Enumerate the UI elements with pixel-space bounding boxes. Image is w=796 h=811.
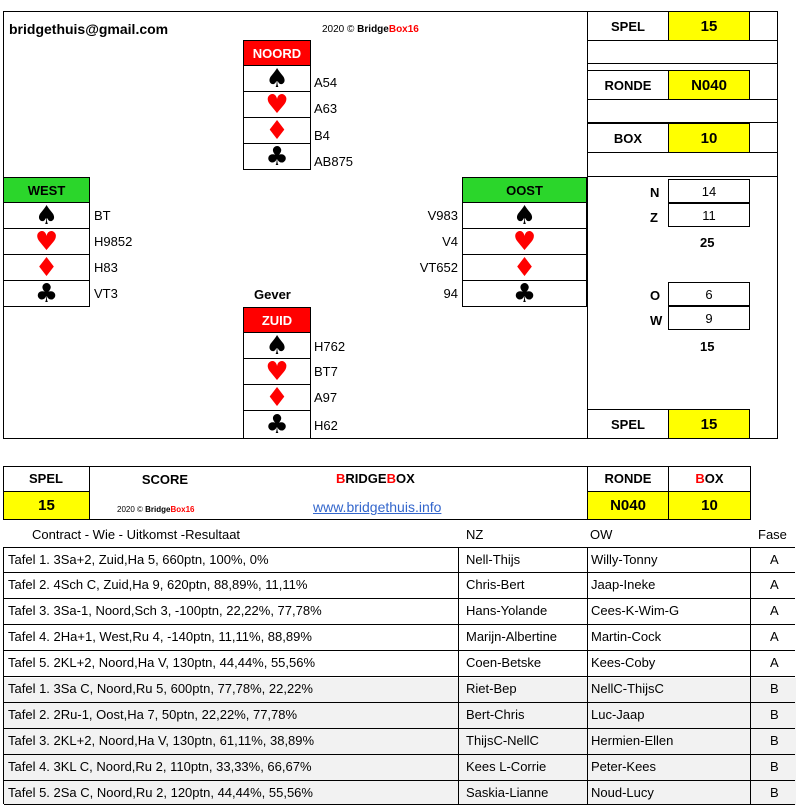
- table-row: [4, 548, 796, 572]
- score-spel-label: SPEL: [3, 466, 90, 492]
- row-contract: Tafel 2. 4Sch C, Zuid,Ha 9, 620ptn, 88,89%, 11,11%: [8, 577, 308, 592]
- row-fase: B: [770, 785, 779, 800]
- south-spades: H762: [314, 339, 346, 354]
- col-ow-header: OW: [590, 527, 613, 542]
- table-row: [4, 651, 796, 675]
- row-contract: Tafel 1. 3Sa C, Noord,Ru 5, 600ptn, 77,78%, 22,22%: [8, 681, 313, 696]
- row-divider: [4, 598, 795, 599]
- row-contract: Tafel 4. 2Ha+1, West,Ru 4, -140ptn, 11,11%, 88,89%: [8, 629, 312, 644]
- south-spade-cell: [243, 330, 311, 361]
- spel-bottom-value: 15: [668, 409, 750, 439]
- east-club-cell: [462, 278, 587, 309]
- east-spades: V983: [427, 208, 458, 223]
- brand-box: Box: [388, 24, 408, 35]
- heart-icon: ♥: [265, 89, 289, 120]
- south-holding-box: [310, 333, 311, 439]
- row-contract: Tafel 4. 3KL C, Noord,Ru 2, 110ptn, 33,33%, 66,67%: [8, 759, 312, 774]
- row-divider: [4, 702, 795, 703]
- box-value: 10: [668, 123, 750, 153]
- spel-label: SPEL: [587, 11, 669, 41]
- copyright-prefix: 2020 ©: [322, 24, 358, 35]
- east-heart-cell: [462, 226, 587, 257]
- west-diamonds: H83: [94, 260, 118, 275]
- row-ow: Jaap-Ineke: [591, 577, 656, 592]
- row-divider: [4, 572, 795, 573]
- row-nz: Bert-Chris: [466, 707, 525, 722]
- row-divider: [4, 676, 795, 677]
- z-label: Z: [650, 210, 658, 225]
- row-contract: Tafel 1. 3Sa+2, Zuid,Ha 5, 660ptn, 100%, 0%: [8, 552, 269, 567]
- brand-b: B: [336, 471, 346, 486]
- nz-total: 25: [700, 235, 715, 250]
- n-label: N: [650, 185, 660, 200]
- score-copyright-box: Box: [170, 505, 186, 514]
- spel-value: 15: [668, 11, 750, 41]
- south-diamonds: A97: [314, 390, 338, 405]
- score-copyright-bridge: Bridge: [145, 505, 171, 514]
- col-contract-header: Contract - Wie - Uitkomst -Resultaat: [32, 527, 241, 542]
- score-copyright: [117, 505, 195, 514]
- row-ow: NellC-ThijsC: [591, 681, 664, 696]
- row-ow: Peter-Kees: [591, 759, 657, 774]
- east-diamonds: VT652: [419, 260, 458, 275]
- row-divider: [4, 754, 795, 755]
- seat-north: NOORD: [243, 40, 311, 66]
- score-spel-value: 15: [4, 492, 90, 519]
- w-value: [668, 306, 750, 330]
- spel-spacer: [587, 40, 778, 64]
- seat-south: ZUID: [243, 307, 311, 333]
- south-diamond-cell: [243, 382, 311, 413]
- score-brand: [336, 471, 415, 486]
- table-row: [4, 625, 796, 649]
- row-nz: ThijsC-NellC: [466, 733, 539, 748]
- row-fase: A: [770, 577, 779, 592]
- diamond-icon: ♦: [265, 115, 289, 146]
- col-fase-header: Fase: [758, 527, 787, 542]
- row-fase: A: [770, 603, 779, 618]
- row-divider: [4, 728, 795, 729]
- brand-b2: B: [386, 471, 396, 486]
- email-label: bridgethuis@gmail.com: [9, 21, 169, 37]
- seat-west: WEST: [3, 177, 90, 203]
- ow-total: 15: [700, 339, 715, 354]
- diamond-icon: ♦: [265, 382, 289, 413]
- row-nz: Marijn-Albertine: [466, 629, 558, 644]
- table-row: [4, 755, 796, 779]
- brand-num: 16: [407, 24, 419, 35]
- row-contract: Tafel 2. 2Ru-1, Oost,Ha 7, 50ptn, 22,22%, 77,78%: [8, 707, 298, 722]
- north-clubs: AB875: [314, 154, 354, 169]
- east-spade-cell: [462, 200, 587, 231]
- row-nz: Riet-Bep: [466, 681, 517, 696]
- spade-icon: ♠: [34, 200, 59, 231]
- row-fase: B: [770, 681, 779, 696]
- spade-icon: ♠: [265, 63, 289, 94]
- west-hearts: H9852: [94, 234, 133, 249]
- row-contract: Tafel 3. 2KL+2, Noord,Ha V, 130ptn, 61,11%, 38,89%: [8, 733, 315, 748]
- score-ronde-label: RONDE: [587, 466, 669, 492]
- row-divider: [4, 780, 795, 781]
- club-icon: ♣: [265, 141, 289, 172]
- north-diamonds: B4: [314, 128, 330, 143]
- north-spade-cell: [243, 63, 311, 94]
- diamond-icon: ♦: [34, 252, 59, 283]
- row-fase: B: [770, 733, 779, 748]
- box-label: BOX: [587, 123, 669, 153]
- row-nz: Kees L-Corrie: [466, 759, 547, 774]
- box-ox: OX: [704, 471, 724, 486]
- score-score-label: SCORE: [141, 471, 189, 487]
- row-nz: Chris-Bert: [466, 577, 525, 592]
- table-row: [4, 729, 796, 753]
- n-value: [668, 179, 750, 203]
- row-nz: Hans-Yolande: [466, 603, 548, 618]
- z-value: [668, 203, 750, 227]
- south-hearts: BT7: [314, 364, 338, 379]
- seat-east: OOST: [462, 177, 587, 203]
- row-ow: Hermien-Ellen: [591, 733, 674, 748]
- row-ow: Cees-K-Wim-G: [591, 603, 680, 618]
- north-club-cell: [243, 141, 311, 172]
- w-label: W: [650, 313, 663, 328]
- north-spades: A54: [314, 75, 338, 90]
- brand-ox: OX: [395, 471, 415, 486]
- row-ow: Kees-Coby: [591, 655, 656, 670]
- spade-icon: ♠: [512, 200, 537, 231]
- row-ow: Noud-Lucy: [591, 785, 654, 800]
- row-fase: B: [770, 707, 779, 722]
- box-b: B: [695, 471, 705, 486]
- o-value-text: 6: [705, 286, 713, 302]
- ronde-label: RONDE: [587, 70, 669, 100]
- score-copyright-num: 16: [185, 505, 195, 514]
- row-ow: Luc-Jaap: [591, 707, 645, 722]
- row-contract: Tafel 5. 2Sa C, Noord,Ru 2, 120ptn, 44,44%, 55,56%: [8, 785, 313, 800]
- w-value-text: 9: [705, 310, 713, 326]
- north-hearts: A63: [314, 101, 338, 116]
- row-divider: [4, 804, 795, 805]
- heart-icon: ♥: [34, 226, 59, 257]
- row-contract: Tafel 3. 3Sa-1, Noord,Sch 3, -100ptn, 22,22%, 77,78%: [8, 603, 322, 618]
- o-label: O: [650, 288, 661, 303]
- west-spade-cell: [3, 200, 90, 231]
- table-row: [4, 573, 796, 597]
- row-fase: A: [770, 552, 779, 567]
- score-table-body: [3, 547, 795, 804]
- spade-icon: ♠: [265, 330, 289, 361]
- south-heart-cell: [243, 356, 311, 387]
- row-nz: Coen-Betske: [466, 655, 542, 670]
- row-ow: Martin-Cock: [591, 629, 662, 644]
- col-nz-header: NZ: [466, 527, 484, 542]
- ronde-spacer: [587, 99, 778, 123]
- copyright-label: [322, 24, 419, 35]
- row-nz: Nell-Thijs: [466, 552, 521, 567]
- row-ow: Willy-Tonny: [591, 552, 658, 567]
- row-fase: A: [770, 629, 779, 644]
- row-divider: [4, 650, 795, 651]
- diamond-icon: ♦: [512, 252, 537, 283]
- east-hearts: V4: [442, 234, 458, 249]
- row-fase: B: [770, 759, 779, 774]
- west-club-cell: [3, 278, 90, 309]
- o-value: [668, 282, 750, 306]
- north-holding-box: [310, 66, 311, 170]
- box-spacer: [587, 152, 778, 177]
- score-box-value: 10: [669, 492, 750, 519]
- table-row: [4, 703, 796, 727]
- east-clubs: 94: [443, 286, 458, 301]
- east-diamond-cell: [462, 252, 587, 283]
- club-icon: ♣: [265, 409, 289, 440]
- score-ronde-value: N040: [587, 492, 669, 519]
- west-heart-cell: [3, 226, 90, 257]
- website-link[interactable]: www.bridgethuis.info: [313, 499, 442, 515]
- table-row: [4, 677, 796, 701]
- score-box-label: [668, 466, 751, 492]
- west-diamond-cell: [3, 252, 90, 283]
- n-value-text: 14: [701, 183, 717, 199]
- south-clubs: H62: [314, 418, 338, 433]
- heart-icon: ♥: [265, 356, 289, 387]
- west-spades: BT: [94, 208, 111, 223]
- score-copyright-prefix: 2020 ©: [117, 505, 146, 514]
- heart-icon: ♥: [512, 226, 537, 257]
- row-nz: Saskia-Lianne: [466, 785, 549, 800]
- north-heart-cell: [243, 89, 311, 120]
- club-icon: ♣: [34, 278, 59, 309]
- dealer-label: Gever: [254, 287, 291, 302]
- south-club-cell: [243, 411, 311, 439]
- row-fase: A: [770, 655, 779, 670]
- row-contract: Tafel 5. 2KL+2, Noord,Ha V, 130ptn, 44,44%, 55,56%: [8, 655, 316, 670]
- north-diamond-cell: [243, 115, 311, 146]
- spel-bottom-label: SPEL: [587, 409, 669, 439]
- table-row: [4, 781, 796, 805]
- table-row: [4, 599, 796, 623]
- row-divider: [4, 624, 795, 625]
- z-value-text: 11: [702, 207, 716, 223]
- club-icon: ♣: [512, 278, 537, 309]
- ronde-value: N040: [668, 70, 750, 100]
- west-clubs: VT3: [94, 286, 118, 301]
- brand-bridge: Bridge: [357, 24, 389, 35]
- brand-ridge: RIDGE: [345, 471, 387, 486]
